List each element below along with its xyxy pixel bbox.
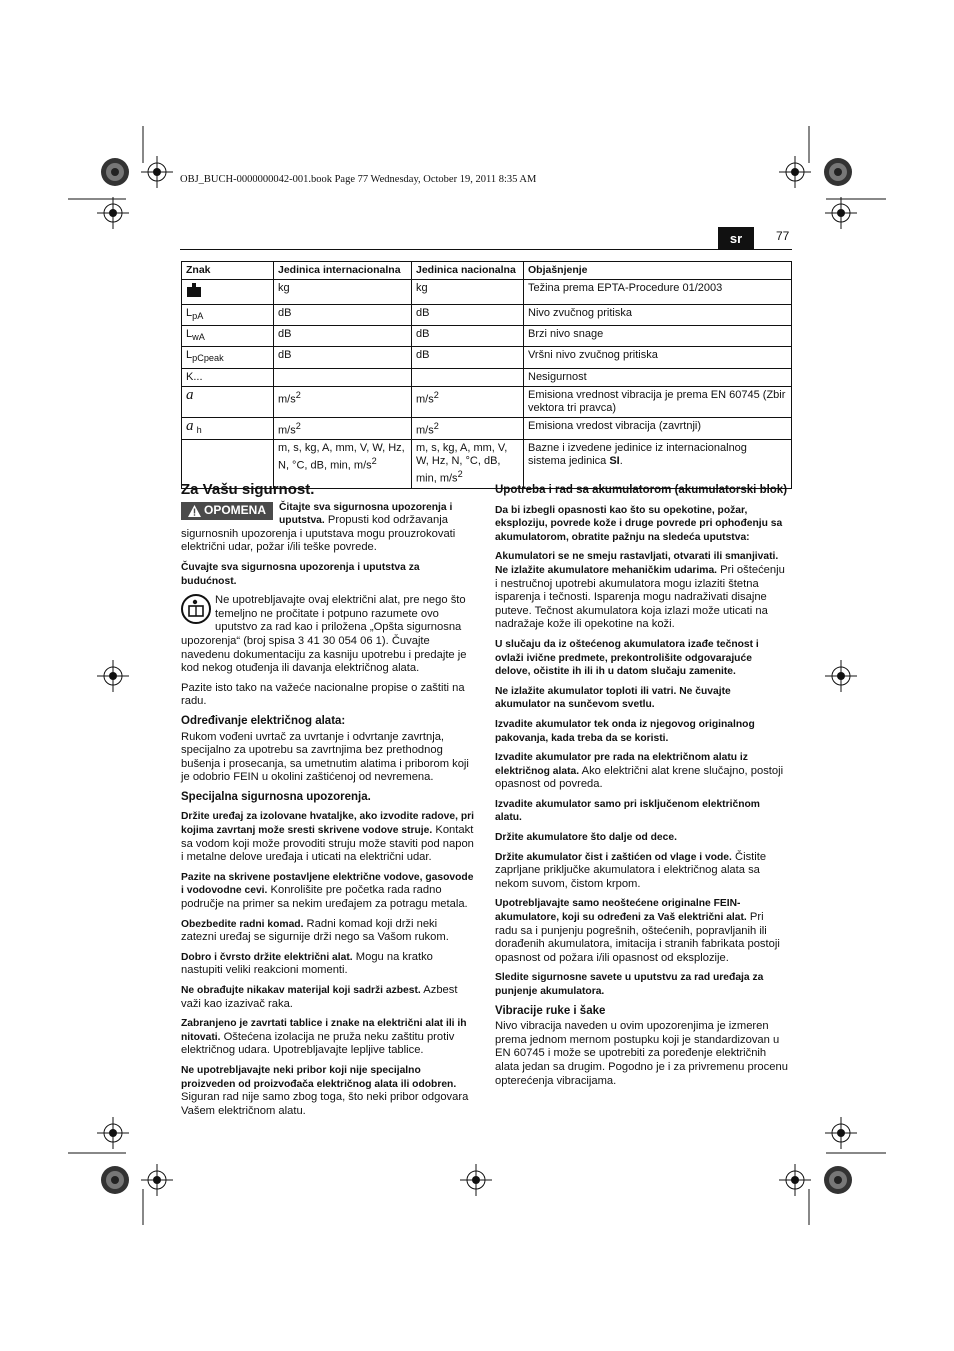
weight-icon <box>182 280 274 305</box>
table-cell: Težina prema EPTA-Procedure 01/2003 <box>524 280 792 305</box>
battery-item: Izvadite akumulator samo pri isključenom električnom alatu. <box>495 798 760 824</box>
warning-triangle-icon <box>188 505 201 517</box>
table-cell: m, s, kg, A, mm, V, W, Hz, N, °C, dB, min, $m/s^2$ <box>412 440 524 489</box>
vibration-heading: Vibracije ruke i šake <box>495 1004 606 1017</box>
table-cell <box>412 368 524 386</box>
header-rule <box>180 249 792 250</box>
safety-item: Obezbedite radni komad. Radni komad koji drži neki zatezni uređaj se sigurnije drži nego sa Vašom rukom. <box>181 917 449 944</box>
table-cell: $m/s^2$ <box>274 417 412 440</box>
symbol-cell: a $_h$ <box>182 417 274 440</box>
vibration-text: Nivo vibracija naveden u ovim upozorenjima je izmeren prema jednom mernom postupku koji je standardizovan u EN 60745 i može se upotrebiti za poređenje električnih alata jedan sa drugim. Pogodno je i za privremenu procenu opterećenja vibracijama. <box>495 1020 788 1087</box>
table-cell: Nesigurnost <box>524 368 792 386</box>
table-cell: Brzi nivo snage <box>524 326 792 347</box>
battery-item: Akumulatori se ne smeju rastavljati, otvarati ili smanjivati. Ne izlažite akumulatore mehaničkim udarima. Pri oštećenju i nestručnoj upotrebi akumulatora mogu izlaziti štetna isparenja i tečnosti. Isparenja mogu nadraživati disajne puteve. Tečnost akumulatora koja izlazi može uticati na nadražaje kože ili opekotine na koži. <box>495 551 785 631</box>
battery-item: U slučaju da iz oštećenog akumulatora izađe tečnost i ovlaži ivične predmete, prekontrolišite odgovarajuće delove, očistite ih ili ih u datom slučaju zamenite. <box>495 638 759 678</box>
left-column <box>181 483 475 1124</box>
table-cell: m, s, kg, A, mm, V, W, Hz, N, °C, dB, min, $m/s^2$ <box>274 440 412 489</box>
language-tab: sr <box>718 227 754 249</box>
safety-item: Ne upotrebljavajte neki pribor koji nije specijalno proizveden od proizvođača električnog alata ili odobren. Siguran rad nije samo zbog toga, što neki pribor odgovara Vašem električnom alatu. <box>181 1064 469 1117</box>
symbol-cell: K... <box>182 368 274 386</box>
safety-item: Zabranjeno je zavrtati tablice i znake na električni alat ili ih nitovati. Oštećena izolacija ne pruža neku zaštitu protiv električnog udara. Upotrebljavajte lepljive tablice. <box>181 1018 467 1057</box>
table-header-row <box>182 262 792 280</box>
table-cell: dB <box>274 347 412 368</box>
purpose-heading: Određivanje električnog alata: <box>181 714 346 727</box>
table-row <box>182 417 792 440</box>
table-row <box>182 347 792 368</box>
table-header: Znak <box>182 262 274 280</box>
safety-item: Držite uređaj za izolovane hvataljke, ako izvodite radove, pri kojima zavrtanj može sresti skrivene vodove struje. Kontakt sa vodom koji može provoditi struju može staviti pod napon i metalne delove uređaja i uticati na električni udar. <box>181 811 474 864</box>
battery-heading: Upotreba i rad sa akumulatorom (akumulatorski blok) <box>495 484 788 496</box>
purpose-text: Rukom vođeni uvrtač za uvrtanje i odvrtanje zavrtnja, specijalno za upotrebu sa zavrtnjima bez prethodnog bušenja i prosecanja, sa umetnutim alatima i priborom koji je odobrio FEIN u okolini zaštićenoj od nevremena. <box>181 730 469 784</box>
safety-item: Pazite na skrivene postavljene električne vodove, gasovode i vodovodne cevi. Konrolišite pre početka rada radno područje na primer sa nekim uređajem za potragu metala. <box>181 871 474 911</box>
battery-item: Da bi izbegli opasnosti kao što su opekotine, požar, eksploziju, povrede kože i druge povrede pri ophođenju sa akumulatorom, obratite pažnju na sledeća uputstva: <box>495 504 783 543</box>
table-row <box>182 386 792 417</box>
national-rules: Pazite isto tako na važeće nacionalne propise o zaštiti na radu. <box>181 681 465 708</box>
symbol-cell: $L_{pA}$ <box>182 305 274 326</box>
special-heading: Specijalna sigurnosna upozorenja. <box>181 790 371 803</box>
page-number: 77 <box>776 229 790 243</box>
table-cell: $m/s^2$ <box>412 386 524 417</box>
symbol-cell: $L_{pCpeak}$ <box>182 347 274 368</box>
table-cell: kg <box>274 280 412 305</box>
battery-item: Sledite sigurnosne savete u uputstvu za rad uređaja za punjenje akumulatora. <box>495 972 764 997</box>
battery-item: Držite akumulatore što dalje od dece. <box>495 832 677 844</box>
symbol-cell: $L_{wA}$ <box>182 326 274 347</box>
symbol-cell: a <box>182 386 274 417</box>
keep-instructions: Čuvajte sva sigurnosna upozorenja i uputstva za budućnost. <box>181 561 420 587</box>
manual-paragraph: Ne upotrebljavajte ovaj električni alat, pre nego što temeljno ne pročitate i potpuno razumete ovo uputstvo za rad kao i priložena „Opšta sigurnosna upozorenja“ (broj spisa 3 41 30 054 06 1). Čuvajte navedenu dokumentaciju za kasniju upotrebu i predajte je kod nekog otuđenja ili davanja električnog alata. <box>181 594 467 675</box>
table-row <box>182 280 792 305</box>
table-cell: Nivo zvučnog pritiska <box>524 305 792 326</box>
table-cell: dB <box>274 326 412 347</box>
safety-item: Dobro i čvrsto držite električni alat. Mogu na kratko nastupiti veliki reakcioni momenti. <box>181 950 433 977</box>
table-row <box>182 326 792 347</box>
battery-item: Upotrebljavajte samo neoštećene originalne FEIN-akumulatore, koji su određeni za Vaš električni alat. Pri radu sa i punjenju pogrešnih, oštećenih, popravljanih ili dorađenih akumulatora, imitacija i stranih fabrikata postoji opasnost od požara i/ili opasnost od eksplozije. <box>495 898 780 964</box>
table-row <box>182 305 792 326</box>
table-cell: kg <box>412 280 524 305</box>
table-cell: Emisiona vredost vibracija (zavrtnji) <box>524 417 792 440</box>
battery-item: Izvadite akumulator tek onda iz njegovog originalnog pakovanja, kada treba da se koristi. <box>495 718 755 744</box>
table-header: Objašnjenje <box>524 262 792 280</box>
table-cell: dB <box>274 305 412 326</box>
table-header: Jedinica nacionalna <box>412 262 524 280</box>
warning-paragraph: OPOMENA Čitajte sva sigurnosna upozorenja i uputstva. Propusti kod održavanja sigurnosnih upozorenja i uputstava mogu prouzrokovati električni udar, požar i/ili teške povrede. <box>181 501 456 554</box>
battery-item: Izvadite akumulator pre rada na električnom alatu iz električnog alata. Ako električni alat krene slučajno, postoji opasnost od povreda. <box>495 752 784 791</box>
units-table <box>181 261 792 489</box>
table-cell: Vršni nivo zvučnog pritiska <box>524 347 792 368</box>
warning-badge: OPOMENA <box>181 502 273 520</box>
file-info-line: OBJ_BUCH-0000000042-001.book Page 77 Wednesday, October 19, 2011 8:35 AM <box>180 174 537 185</box>
section-title: Za Vašu sigurnost. <box>181 481 315 498</box>
battery-item: Ne izlažite akumulator toploti ili vatri. Ne čuvajte akumulator na sunčevom svetlu. <box>495 685 731 711</box>
table-header: Jedinica internacionalna <box>274 262 412 280</box>
read-manual-icon <box>181 594 211 624</box>
table-cell: Bazne i izvedene jedinice iz internacionalnog sistema jedinica SI. <box>524 440 792 489</box>
right-column <box>495 484 789 1094</box>
battery-item: Držite akumulator čist i zaštićen od vlage i vode. Čistite zaprljane priključke akumulatora i električnog alata sa nekom suvom, čistom krpom. <box>495 850 767 890</box>
safety-item: Ne obrađujte nikakav materijal koji sadrži azbest. Azbest važi kao izazivač raka. <box>181 984 458 1010</box>
table-cell: $m/s^2$ <box>412 417 524 440</box>
table-cell: dB <box>412 326 524 347</box>
table-cell: dB <box>412 347 524 368</box>
table-cell: dB <box>412 305 524 326</box>
table-row <box>182 368 792 386</box>
table-cell: Emisiona vrednost vibracija je prema EN 60745 (Zbir vektora tri pravca) <box>524 386 792 417</box>
table-cell: $m/s^2$ <box>274 386 412 417</box>
table-cell <box>274 368 412 386</box>
